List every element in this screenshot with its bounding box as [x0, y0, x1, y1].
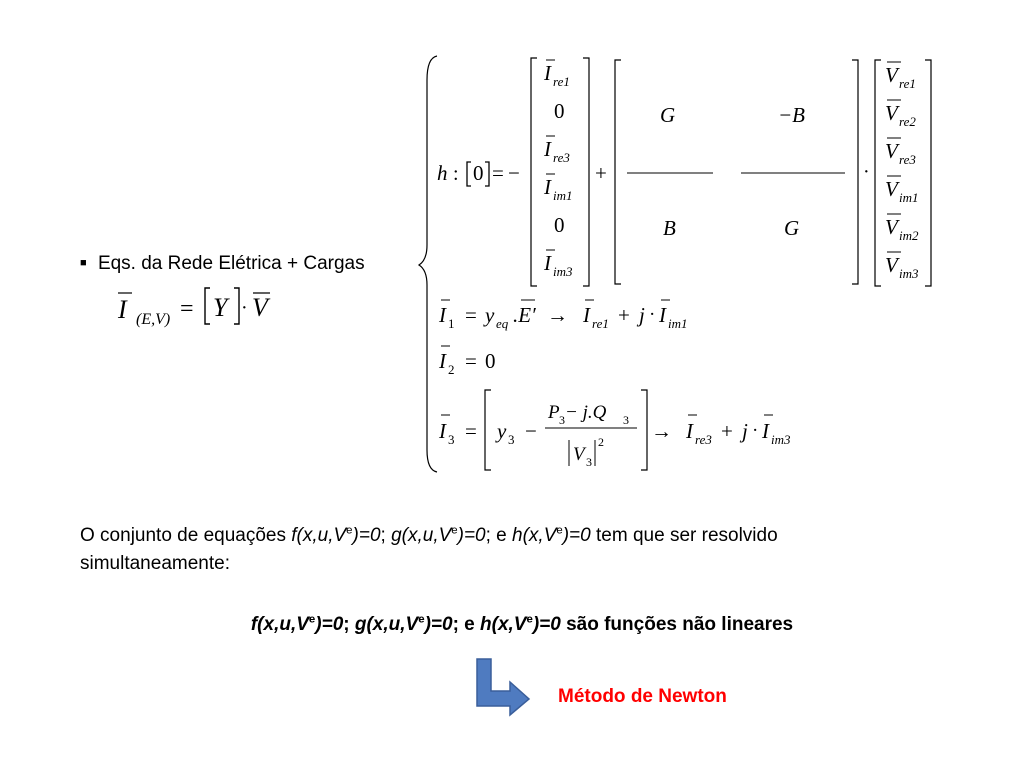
- svg-text:0: 0: [554, 213, 565, 237]
- main-eq-Y: Y: [213, 293, 228, 322]
- h-equals: =: [492, 161, 504, 185]
- svg-text:·: ·: [752, 420, 759, 441]
- svg-text:I: I: [544, 251, 551, 275]
- svg-text:→: →: [651, 419, 672, 443]
- main-eq-sub: (E,V): [136, 311, 171, 328]
- svg-text:im2: im2: [899, 228, 919, 243]
- main-eq-I: I: [118, 295, 127, 324]
- svg-text:I: I: [544, 137, 551, 161]
- svg-text:3: 3: [448, 432, 455, 447]
- svg-text:1: 1: [448, 316, 455, 331]
- svg-text:·: ·: [649, 304, 656, 325]
- main-eq-equals: =: [180, 296, 194, 322]
- svg-text:y: y: [497, 419, 507, 443]
- h-minus: −: [508, 161, 520, 185]
- voltage-vector-entry: [885, 214, 919, 243]
- paragraph-line-1: O conjunto de equações $f(x,u,V^e)=0$; $g(x,u,V^e)=0$; e $h(x,V^e)=0$ tem que ser resolvido: [80, 524, 778, 546]
- svg-text:I: I: [686, 419, 693, 443]
- paragraph: [80, 522, 960, 578]
- bold-statement: $f(x,u,V^e)=0$; $g(x,u,V^e)=0$; e $h(x,V^e)=0$ são funções não lineares: [250, 613, 794, 635]
- voltage-vector-entry: [885, 100, 916, 129]
- current-vector-entry: [554, 213, 565, 237]
- svg-text:I: I: [544, 61, 551, 85]
- current-vector-entry: [543, 250, 573, 279]
- svg-text:V: V: [885, 101, 898, 125]
- svg-text:3: 3: [508, 432, 515, 447]
- svg-text:I: I: [439, 419, 446, 443]
- svg-text:y: y: [485, 303, 495, 327]
- svg-text:re1: re1: [592, 316, 609, 331]
- svg-text:3: 3: [559, 413, 565, 427]
- matrix-G-top: G: [660, 103, 676, 127]
- svg-text:=: =: [465, 303, 477, 327]
- svg-text:eq: eq: [496, 316, 509, 331]
- svg-text:im3: im3: [553, 264, 573, 279]
- I3-equation: [438, 390, 791, 470]
- paragraph-line-2: simultaneamente:: [80, 553, 230, 574]
- svg-text:V: V: [885, 139, 898, 163]
- svg-text:V: V: [885, 253, 898, 277]
- svg-text:→: →: [547, 303, 568, 327]
- svg-text:3: 3: [623, 413, 629, 427]
- current-vector-entry: [543, 174, 573, 203]
- current-vector-entry: [554, 99, 565, 123]
- equation-system: [415, 50, 975, 480]
- svg-text:im1: im1: [668, 316, 688, 331]
- svg-text:3: 3: [586, 455, 592, 469]
- svg-text:I: I: [762, 419, 769, 443]
- svg-text:=: =: [465, 349, 477, 373]
- main-eq-V: V: [252, 293, 268, 322]
- svg-text:.E′: .E′: [513, 303, 536, 327]
- svg-text:im1: im1: [553, 188, 573, 203]
- svg-text:0: 0: [554, 99, 565, 123]
- svg-text:j: j: [742, 419, 748, 443]
- newton-method-label: Método de Newton: [558, 686, 727, 707]
- svg-text:V: V: [885, 177, 898, 201]
- svg-text:=: =: [465, 419, 477, 443]
- svg-text:I: I: [583, 303, 590, 327]
- h-dot: ·: [863, 161, 870, 183]
- svg-text:0: 0: [485, 349, 496, 373]
- svg-text:P: P: [548, 402, 560, 423]
- svg-text:re1: re1: [899, 76, 916, 91]
- h-symbol: h: [437, 161, 448, 185]
- svg-text:V: V: [885, 63, 898, 87]
- I1-equation: [438, 300, 688, 331]
- bullet-marker: ■: [80, 257, 87, 269]
- system-brace: [419, 56, 437, 472]
- svg-text:−: −: [525, 419, 537, 443]
- svg-text:re3: re3: [553, 150, 570, 165]
- svg-text:j: j: [639, 303, 645, 327]
- svg-text:V: V: [573, 444, 585, 465]
- voltage-vector-entry: [885, 176, 919, 205]
- svg-text:re3: re3: [695, 432, 712, 447]
- svg-text:I: I: [544, 175, 551, 199]
- main-eq-dot: ·: [241, 297, 248, 319]
- current-vector-entry: [543, 136, 570, 165]
- current-vector-entry: [543, 60, 570, 89]
- svg-text:+: +: [618, 303, 630, 327]
- svg-text:re2: re2: [899, 114, 916, 129]
- svg-text:im3: im3: [771, 432, 791, 447]
- voltage-vector-entry: [885, 252, 919, 281]
- main-equation: [112, 284, 282, 334]
- svg-text:− j.Q: − j.Q: [565, 402, 607, 423]
- svg-text:V: V: [885, 215, 898, 239]
- matrix-B: B: [663, 216, 676, 240]
- bullet-text: Eqs. da Rede Elétrica + Cargas: [97, 253, 365, 274]
- svg-text:2: 2: [448, 362, 455, 377]
- svg-text:+: +: [721, 419, 733, 443]
- voltage-vector-entry: [885, 138, 916, 167]
- svg-text:im1: im1: [899, 190, 919, 205]
- svg-text:re3: re3: [899, 152, 916, 167]
- h-plus: +: [595, 161, 607, 185]
- matrix-negB: −B: [778, 103, 805, 127]
- svg-text:im3: im3: [899, 266, 919, 281]
- h-zero: 0: [473, 161, 484, 185]
- svg-text:I: I: [439, 303, 446, 327]
- bullet-item: [80, 253, 365, 275]
- I2-equation: [438, 346, 496, 377]
- svg-text:I: I: [439, 349, 446, 373]
- voltage-vector: [885, 62, 919, 281]
- matrix-G-bottom: G: [784, 216, 800, 240]
- bent-arrow-icon: [474, 656, 534, 718]
- h-colon: :: [453, 163, 459, 185]
- current-vector: [543, 60, 573, 279]
- svg-text:re1: re1: [553, 74, 570, 89]
- voltage-vector-entry: [885, 62, 916, 91]
- svg-text:2: 2: [598, 435, 604, 449]
- svg-text:I: I: [659, 303, 666, 327]
